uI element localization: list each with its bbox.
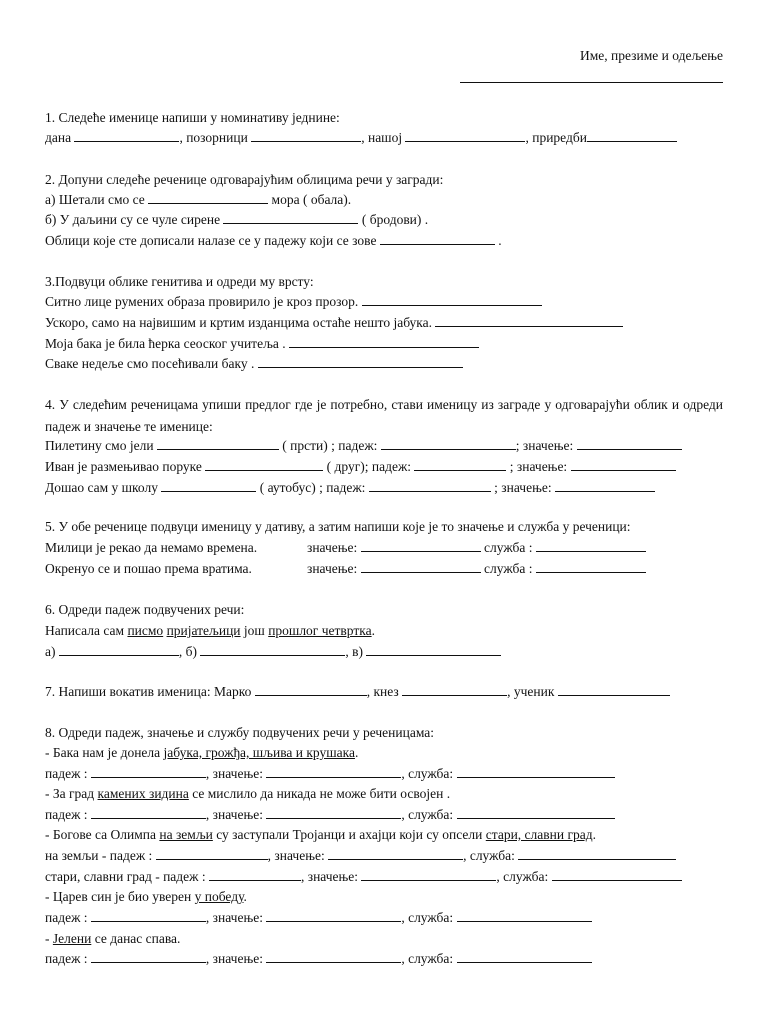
q3-row-3 (45, 336, 479, 352)
q2-b-hint: ( бродови) . (361, 212, 429, 227)
q3-row-1 (45, 294, 542, 310)
q3-row-4 (45, 356, 463, 372)
q8-sentence-1 (45, 745, 358, 761)
q3-blank-2[interactable] (435, 315, 623, 327)
q5-r1-blank-role[interactable] (536, 540, 646, 552)
q8-s5-text: - (45, 931, 53, 946)
q8-a2-blank-sem[interactable] (266, 807, 401, 819)
q8-s3-text: - Богове са Олимпа (45, 827, 160, 842)
q6-underlined-1: писмо (127, 623, 164, 638)
q6-blank-b[interactable] (200, 644, 345, 656)
name-class-label: Име, презиме и одељење (579, 48, 723, 63)
q5-sentence-2: Окренуо се и пошао према вратима. (45, 561, 252, 576)
q1-row (45, 130, 677, 146)
q4-r1-text: Пилетину смо јели (45, 438, 154, 453)
q5-r1-sem-label: значење: (307, 540, 358, 555)
q4-row-3 (45, 480, 655, 496)
q6-label-a: а) (45, 644, 56, 659)
q8-a5-blank-case[interactable] (91, 951, 206, 963)
q6-sentence (45, 623, 375, 639)
q1-word-1: дана (45, 130, 72, 145)
q6-answers (45, 644, 501, 660)
q3-sentence-1: Ситно лице румених образа провирило је кроз прозор. (45, 294, 359, 309)
q5-r1-blank-sem[interactable] (361, 540, 481, 552)
q4-r1-hint: ( прсти) ; падеж: (282, 438, 378, 453)
q8-a5-case-label: падеж : (45, 951, 88, 966)
q1-prompt: 1. Следеће именице напиши у номинативу једнине: (45, 110, 340, 125)
q8-a1-role-label: , служба: (401, 766, 454, 781)
q8-s3-mid: су заступали Тројанци и ахајци који су опсели (212, 827, 486, 842)
q8-a3b-blank-role[interactable] (552, 869, 682, 881)
q5-r1-role-label: служба : (484, 540, 533, 555)
q1-word-4: , приредби (525, 130, 587, 145)
q8-a4-case-label: падеж : (45, 910, 88, 925)
q7-word-3: , ученик (507, 684, 555, 699)
q1-word-2: , позорници (179, 130, 248, 145)
q4-r2-hint: ( друг); падеж: (326, 459, 412, 474)
q8-a2-blank-case[interactable] (91, 807, 206, 819)
name-answer-line[interactable] (460, 82, 723, 83)
q8-a4-blank-role[interactable] (457, 910, 592, 922)
q8-answers-5 (45, 951, 592, 967)
q8-a5-role-label: , служба: (401, 951, 454, 966)
q4-r1-blank-form[interactable] (157, 438, 279, 450)
q8-s2-text: - За град (45, 786, 98, 801)
q8-a1-sem-label: , значење: (205, 766, 263, 781)
q8-a3a-sem-label: , значење: (267, 848, 325, 863)
q8-a4-blank-sem[interactable] (266, 910, 401, 922)
q1-blank-4[interactable] (587, 130, 677, 142)
q1-blank-3[interactable] (405, 130, 525, 142)
q3-sentence-3: Моја бака је била ћерка сеоског учитеља . (45, 336, 286, 351)
q4-r3-text: Дошао сам у школу (45, 480, 158, 495)
q3-blank-3[interactable] (289, 336, 479, 348)
q2-a-hint: мора ( обала). (271, 192, 352, 207)
q8-a2-sem-label: , значење: (205, 807, 263, 822)
q8-a3b-role-label: , служба: (496, 869, 549, 884)
q8-sentence-4 (45, 889, 247, 905)
q6-sentence-end: . (371, 623, 375, 638)
q7-blank-3[interactable] (558, 684, 670, 696)
q6-blank-a[interactable] (59, 644, 179, 656)
q8-answers-2 (45, 807, 615, 823)
q8-a3a-blank-role[interactable] (518, 848, 676, 860)
q2-prompt: 2. Допуни следеће реченице одговарајућим облицима речи у загради: (45, 172, 444, 187)
q4-r2-sem-label: ; значење: (509, 459, 568, 474)
q2-b-text: б) У даљини су се чуле сирене (45, 212, 221, 227)
q7-blank-2[interactable] (402, 684, 507, 696)
q8-s3-underlined-2: стари, славни град (485, 827, 593, 842)
q1-blank-1[interactable] (74, 130, 179, 142)
q5-r2-sem-label: значење: (307, 561, 358, 576)
q8-a1-blank-case[interactable] (91, 766, 206, 778)
q4-prompt: 4. У следећим реченицама упиши предлог где је потребно, стави именицу из заграде у одговарајући облик и одреди падеж и значење те именице: (45, 397, 723, 434)
q3-blank-1[interactable] (362, 294, 542, 306)
q4-r2-blank-case[interactable] (414, 459, 506, 471)
q4-r3-blank-form[interactable] (161, 480, 256, 492)
q5-sentence-1: Милици је рекао да немамо времена. (45, 540, 258, 555)
q8-a5-blank-role[interactable] (457, 951, 592, 963)
q3-sentence-4: Сваке недеље смо посећивали баку . (45, 356, 255, 371)
q8-answers-4 (45, 910, 592, 926)
q4-r2-blank-sem[interactable] (571, 459, 676, 471)
q3-row-2 (45, 315, 623, 331)
q8-answers-3b (45, 869, 682, 885)
q1-blank-2[interactable] (251, 130, 361, 142)
q5-row-2 (45, 561, 646, 577)
q4-r1-blank-sem[interactable] (577, 438, 682, 450)
q8-a1-blank-sem[interactable] (266, 766, 401, 778)
q8-sentence-3 (45, 827, 596, 843)
q5-prompt: 5. У обе реченице подвуци именицу у дативу, а затим напиши које је то значење и служба у реченици: (45, 519, 631, 534)
q7-word-2: , кнез (366, 684, 399, 699)
q8-s2-end: се мислило да никада не може бити освојен . (188, 786, 451, 801)
q8-s4-text: - Царев син је био уверен (45, 889, 195, 904)
q6-underlined-3: прошлог четвртка (268, 623, 372, 638)
q8-s5-underlined: Јелени (52, 931, 92, 946)
q8-a3a-blank-case[interactable] (156, 848, 268, 860)
q6-blank-c[interactable] (366, 644, 501, 656)
q8-a3a-role-label: , служба: (463, 848, 515, 863)
q8-a3b-case-label: стари, славни град - падеж : (45, 869, 206, 884)
q5-row-1 (45, 540, 646, 556)
q8-a4-role-label: , служба: (401, 910, 454, 925)
q4-r1-sem-label: ; значење: (515, 438, 574, 453)
q3-blank-4[interactable] (258, 356, 463, 368)
q5-r2-blank-sem[interactable] (361, 561, 481, 573)
q6-label-b: , б) (178, 644, 197, 659)
q4-r3-hint: ( аутобус) ; падеж: (259, 480, 366, 495)
q8-a3b-blank-sem[interactable] (361, 869, 496, 881)
q8-s4-end: . (243, 889, 247, 904)
q2-a-text: а) Шетали смо се (45, 192, 145, 207)
q2-c-end: . (498, 233, 502, 248)
q4-r3-blank-case[interactable] (369, 480, 491, 492)
q4-row-1 (45, 438, 682, 454)
q2-row-a (45, 192, 351, 208)
q4-r2-blank-form[interactable] (205, 459, 323, 471)
q8-s3-underlined-1: на земљи (159, 827, 213, 842)
q2-row-c (45, 233, 502, 249)
q1-word-3: , нашој (361, 130, 403, 145)
q7-blank-1[interactable] (255, 684, 367, 696)
q7-row (45, 684, 670, 700)
q2-blank-c[interactable] (380, 233, 495, 245)
q3-sentence-2: Ускоро, само на највишим и кртим изданцима остаће нешто јабука. (45, 315, 433, 330)
q8-s1-text: - Бака нам је донела (45, 745, 164, 760)
q8-sentence-2 (45, 786, 450, 802)
q6-label-c: , в) (345, 644, 363, 659)
q8-sentence-5 (45, 931, 180, 947)
q8-a3b-sem-label: , значење: (301, 869, 359, 884)
q8-a4-sem-label: , значење: (205, 910, 263, 925)
q8-s2-underlined: камених зидина (97, 786, 189, 801)
q8-s4-underlined: у победу (194, 889, 244, 904)
q8-a5-blank-sem[interactable] (266, 951, 401, 963)
q8-answers-3a (45, 848, 676, 864)
q8-answers-1 (45, 766, 615, 782)
q5-r2-role-label: служба : (484, 561, 533, 576)
q8-a1-case-label: падеж : (45, 766, 88, 781)
q2-c-text: Облици које сте дописали налазе се у падежу који се зове (45, 233, 377, 248)
q6-sentence-mid: још (240, 623, 269, 638)
q5-r2-blank-role[interactable] (536, 561, 646, 573)
q8-s1-underlined: јабука, грожђа, шљива и крушака (163, 745, 355, 760)
q6-prompt: 6. Одреди падеж подвучених речи: (45, 602, 245, 617)
q8-a3a-case-label: на земљи - падеж : (45, 848, 153, 863)
q8-a4-blank-case[interactable] (91, 910, 206, 922)
q4-r2-text: Иван је размењивао поруке (45, 459, 202, 474)
q6-sentence-start: Написала сам (45, 623, 128, 638)
q4-r3-blank-sem[interactable] (555, 480, 655, 492)
q8-a1-blank-role[interactable] (457, 766, 615, 778)
q8-a2-case-label: падеж : (45, 807, 88, 822)
q4-r1-blank-case[interactable] (381, 438, 516, 450)
q8-s1-end: . (354, 745, 359, 760)
q7-prompt: 7. Напиши вокатив именица: Марко (45, 684, 252, 699)
q8-a5-sem-label: , значење: (205, 951, 263, 966)
q6-underlined-2: пријатељици (166, 623, 241, 638)
q8-a3a-blank-sem[interactable] (328, 848, 463, 860)
q8-s3-end: . (592, 827, 596, 842)
q2-blank-b[interactable] (223, 212, 358, 224)
q2-row-b (45, 212, 428, 228)
q2-blank-a[interactable] (148, 192, 268, 204)
q4-row-2 (45, 459, 676, 475)
q8-a2-role-label: , служба: (401, 807, 454, 822)
q3-prompt: 3.Подвуци облике генитива и одреди му врсту: (45, 274, 314, 289)
q4-r3-sem-label: ; значење: (494, 480, 552, 495)
q8-a2-blank-role[interactable] (457, 807, 615, 819)
q8-s5-end: се данас спава. (91, 931, 181, 946)
q8-a3b-blank-case[interactable] (209, 869, 301, 881)
q8-prompt: 8. Одреди падеж, значење и службу подвучених речи у реченицама: (45, 725, 435, 740)
